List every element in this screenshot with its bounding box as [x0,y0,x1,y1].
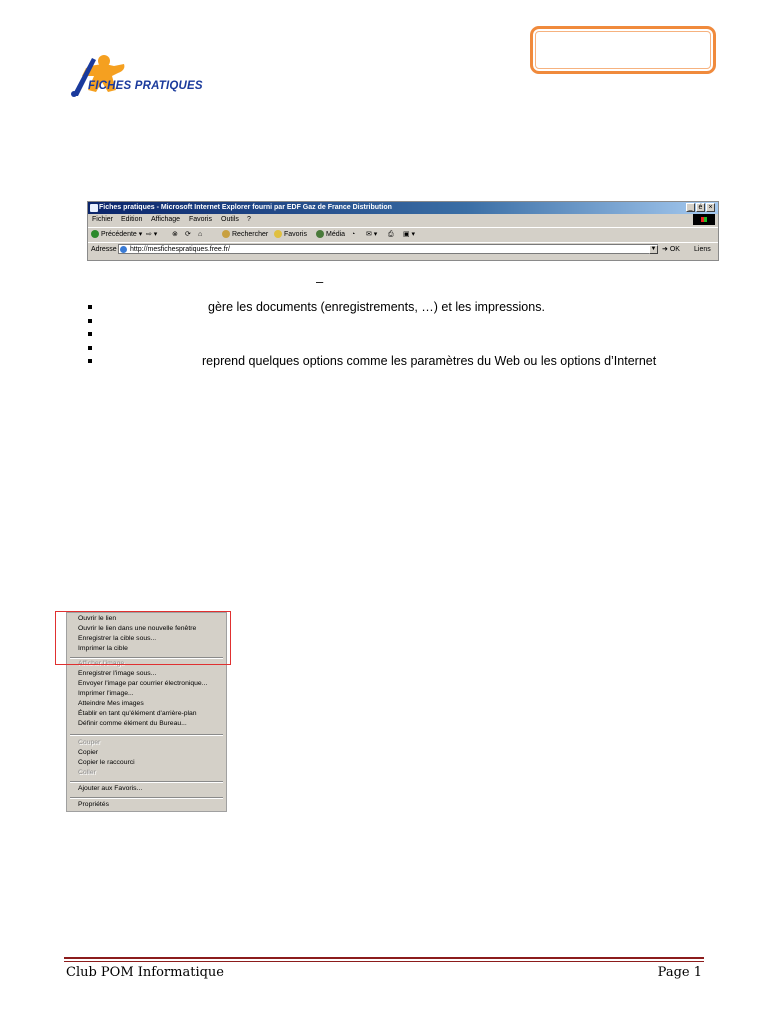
stop-icon[interactable]: ⊗ [172,231,178,238]
menu-affichage[interactable]: Affichage [151,216,181,223]
bullet-icon [88,346,92,350]
history-icon[interactable]: ◔ [351,231,356,238]
menu-outils[interactable]: Outils [221,216,239,223]
menu-item-email-image[interactable]: Envoyer l'image par courrier électronique... [78,680,208,687]
refresh-icon[interactable]: ⟳ [185,231,191,238]
footer-club-name: Club POM Informatique [66,965,224,980]
orange-frame-box [530,26,716,74]
ie-menu-bar [88,214,718,226]
list-item [88,315,728,329]
go-label: OK [669,246,680,253]
footer-page-number: Page 1 [657,965,702,980]
menu-item-print-image[interactable]: Imprimer l'image... [78,690,134,697]
highlight-frame [55,611,231,665]
menu-favoris[interactable]: Favoris [189,216,212,223]
ie-toolbar [88,227,718,242]
address-dropdown-icon[interactable]: ▼ [650,246,657,252]
ie-title-text: Fiches pratiques - Microsoft Internet Explorer fourni par EDF Gaz de France Distribution [99,204,392,211]
menu-item-properties[interactable]: Propriétés [78,801,109,808]
minimize-button[interactable]: _ [686,203,695,212]
menu-item-show-image: Afficher l'image [78,660,125,667]
menu-item-my-pictures[interactable]: Atteindre Mes images [78,700,144,707]
list-item [88,301,728,315]
forward-button[interactable]: ⇨ ▾ [146,231,158,238]
home-icon[interactable]: ⌂ [198,231,203,238]
search-label: Rechercher [232,231,269,238]
menu-edition[interactable]: Edition [121,216,143,223]
links-button[interactable]: Liens [694,246,711,253]
menu-item-save-target[interactable]: Enregistrer la cible sous... [78,635,157,642]
logo-text: FICHES PRATIQUES [88,80,203,92]
menu-item-print-target[interactable]: Imprimer la cible [78,645,128,652]
menu-item-cut: Couper [78,739,101,746]
media-button[interactable] [316,228,345,242]
menu-item-paste: Coller [78,769,96,776]
list-item-text: gère les documents (enregistrements, …) et les impressions. [208,300,545,314]
bullet-icon [88,332,92,336]
menu-item-open-new-window[interactable]: Ouvrir le lien dans une nouvelle fenêtre [78,625,197,632]
list-item-text: reprend quelques options comme les paramètres du Web ou les options d’Internet [202,354,657,368]
bullet-icon [88,319,92,323]
list-item [88,328,728,342]
favorites-button[interactable] [274,228,307,242]
favorites-icon [274,230,282,238]
bullet-icon [88,305,92,309]
media-label: Média [326,231,346,238]
close-button[interactable]: × [706,203,715,212]
mail-icon[interactable]: ✉ ▾ [366,231,378,238]
ie-window-screenshot [87,201,719,261]
ie-address-bar [88,242,718,256]
footer-rule [64,957,704,959]
menu-help[interactable]: ? [247,216,251,223]
menu-item-save-image[interactable]: Enregistrer l'image sous... [78,670,157,677]
dash-separator: – [316,274,324,289]
fiches-pratiques-logo [66,52,216,102]
search-icon [222,230,230,238]
search-button[interactable] [222,228,268,242]
menu-item-open-link[interactable]: Ouvrir le lien [78,615,117,622]
print-icon[interactable]: ⎙ [388,231,394,238]
address-field[interactable] [118,244,658,254]
list-item [88,355,728,369]
media-icon [316,230,324,238]
menu-item-set-desktop[interactable]: Définir comme élément du Bureau... [78,720,187,727]
back-label: Précédente [101,231,137,238]
menu-separator [70,734,223,736]
menu-item-copy[interactable]: Copier [78,749,99,756]
footer-rule [64,961,704,962]
back-arrow-icon [91,230,99,238]
edit-icon[interactable]: ▣ ▾ [403,231,416,238]
ie-app-icon [90,204,98,212]
list-item [88,342,728,356]
menu-item-set-background[interactable]: Établir en tant qu'élément d'arrière-plan [78,710,197,717]
address-value: http://mesfichespratiques.free.fr/ [130,246,230,253]
bullet-list [88,301,728,369]
windows-logo-icon [693,214,715,225]
ie-title-bar [88,202,718,214]
address-label: Adresse [91,246,117,253]
maximize-button[interactable]: é [696,203,705,212]
menu-separator [70,797,223,799]
bullet-icon [88,359,92,363]
page-icon [120,246,127,253]
menu-fichier[interactable]: Fichier [92,216,114,223]
favorites-label: Favoris [284,231,307,238]
back-button[interactable]: Précédente ▾ [91,228,142,242]
menu-item-add-favorites[interactable]: Ajouter aux Favoris... [78,785,143,792]
logo-figure-icon [66,52,216,102]
go-button[interactable]: ➜ OK [662,246,680,253]
menu-separator [70,781,223,783]
menu-item-copy-shortcut[interactable]: Copier le raccourci [78,759,135,766]
